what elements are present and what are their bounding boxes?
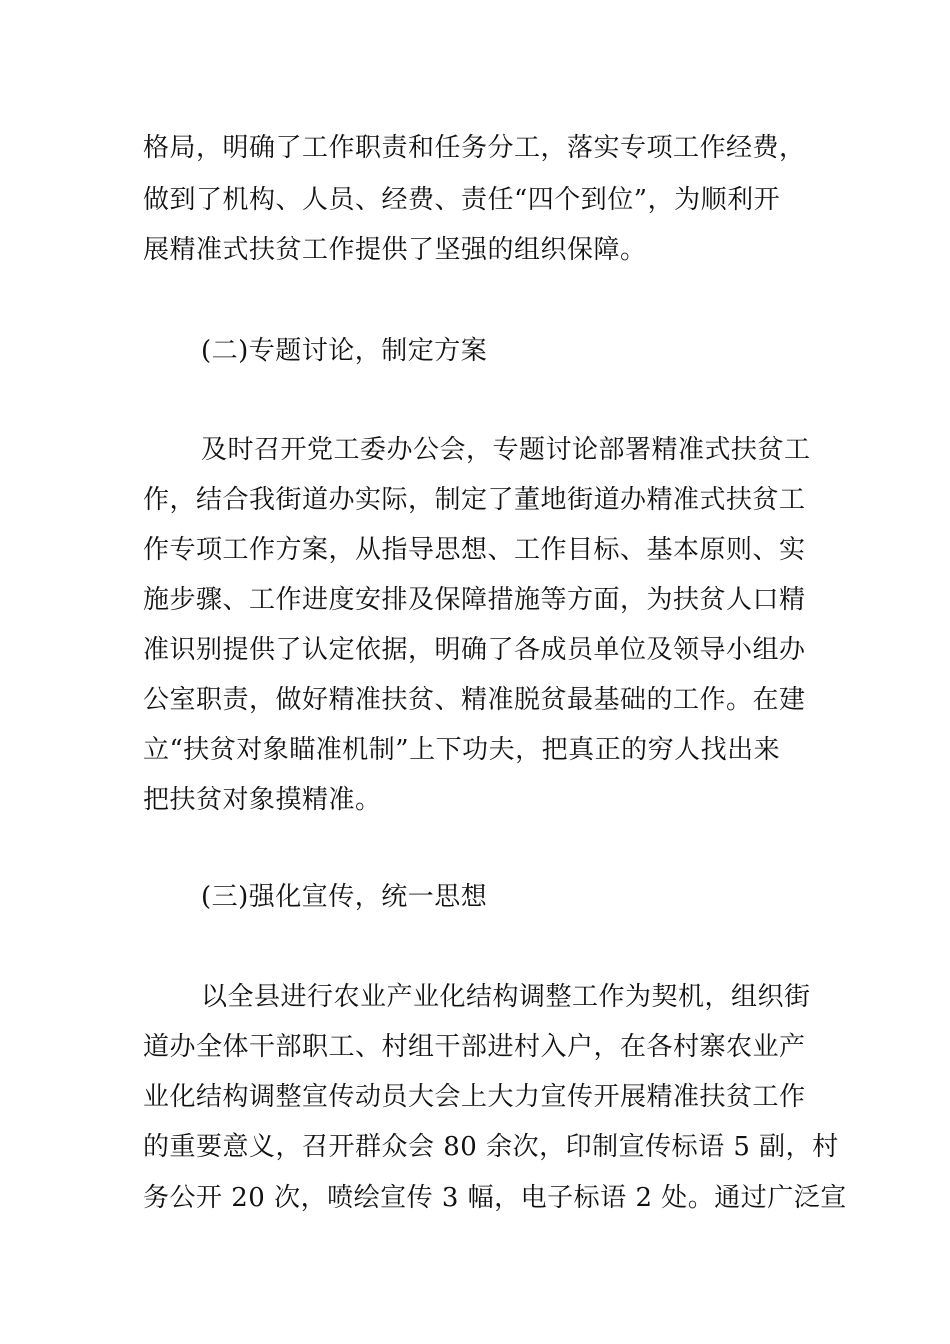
section-heading-2: (二)专题讨论，制定方案 — [201, 336, 488, 366]
paragraph-2-line-1: 及时召开党工委办公会，专题讨论部署精准式扶贫工 — [201, 435, 811, 465]
paragraph-3-line-1: 以全县进行农业产业化结构调整工作为契机，组织街 — [201, 982, 811, 1012]
paragraph-1-line-1: 格局，明确了工作职责和任务分工，落实专项工作经费， — [143, 133, 806, 163]
section-heading-3: (三)强化宣传，统一思想 — [201, 882, 488, 912]
paragraph-1-line-3: 展精准式扶贫工作提供了坚强的组织保障。 — [143, 235, 647, 265]
paragraph-2-line-4: 施步骤、工作进度安排及保障措施等方面，为扶贫人口精 — [143, 585, 806, 615]
paragraph-3-line-5: 务公开 20 次，喷绘宣传 3 幅，电子标语 2 处。通过广泛宣 — [143, 1183, 847, 1213]
paragraph-3-line-4: 的重要意义，召开群众会 80 余次，印制宣传标语 5 副，村 — [143, 1132, 839, 1162]
paragraph-2-line-6: 公室职责，做好精准扶贫、精准脱贫最基础的工作。在建 — [143, 685, 806, 715]
paragraph-2-line-2: 作，结合我街道办实际，制定了董地街道办精准式扶贫工 — [143, 485, 806, 515]
paragraph-3-line-3: 业化结构调整宣传动员大会上大力宣传开展精准扶贫工作 — [143, 1082, 806, 1112]
paragraph-1-line-2: 做到了机构、人员、经费、责任“四个到位”，为顺利开 — [143, 185, 781, 215]
paragraph-2-line-5: 准识别提供了认定依据，明确了各成员单位及领导小组办 — [143, 635, 806, 665]
paragraph-2-line-7: 立“扶贫对象瞄准机制”上下功夫，把真正的穷人找出来 — [143, 735, 781, 765]
paragraph-2-line-8: 把扶贫对象摸精准。 — [143, 785, 382, 815]
paragraph-2-line-3: 作专项工作方案，从指导思想、工作目标、基本原则、实 — [143, 535, 806, 565]
paragraph-3-line-2: 道办全体干部职工、村组干部进村入户，在各村寨农业产 — [143, 1032, 806, 1062]
